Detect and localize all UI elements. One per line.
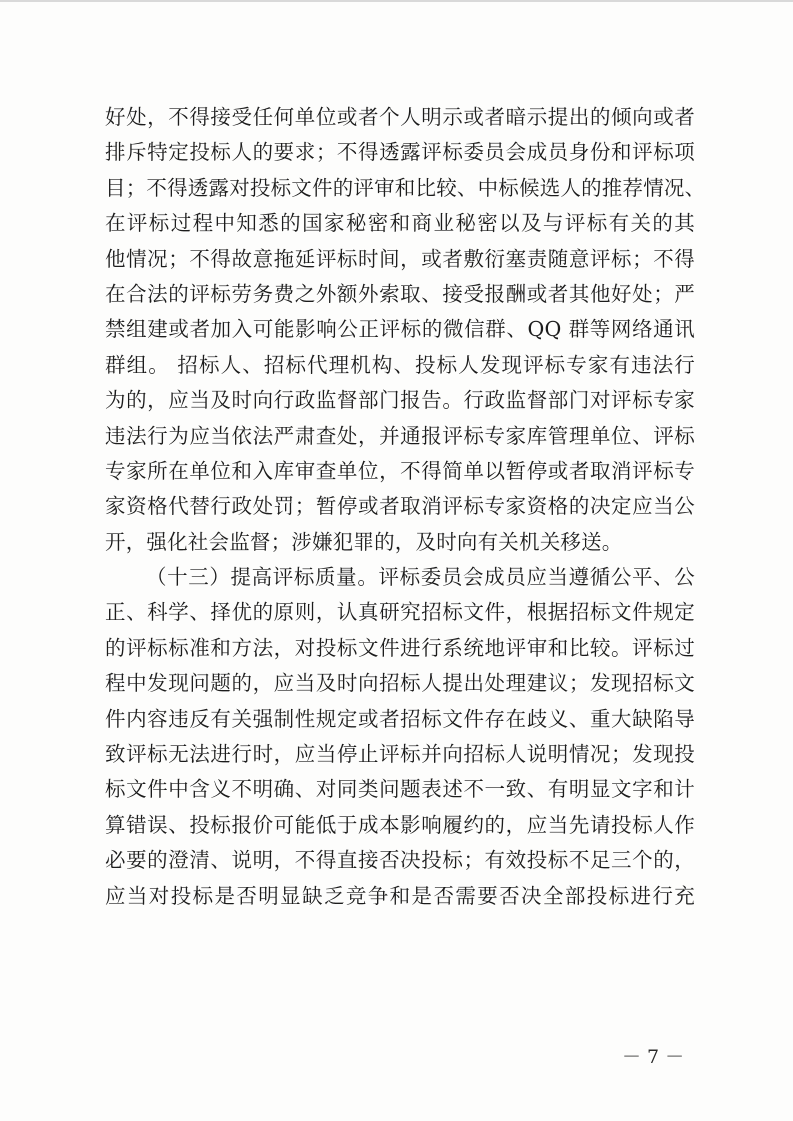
- scan-edge: [0, 0, 793, 2]
- text-line: 为的，应当及时向行政监督部门报告。行政监督部门对评标专家: [105, 388, 695, 413]
- text-line: 标文件中含义不明确、对同类问题表述不一致、有明显文字和计: [105, 777, 695, 802]
- text-line: 在合法的评标劳务费之外额外索取、接受报酬或者其他好处；严: [105, 281, 695, 306]
- body-text: [105, 100, 706, 914]
- text-line: 专家所在单位和入库审查单位，不得简单以暂停或者取消评标专: [105, 458, 695, 483]
- text-line: 违法行为应当依法严肃查处，并通报评标专家库管理单位、评标: [105, 423, 695, 448]
- text-line: 算错误、投标报价可能低于成本影响履约的，应当先请投标人作: [105, 812, 695, 837]
- text-line: 家资格代替行政处罚；暂停或者取消评标专家资格的决定应当公: [105, 494, 695, 519]
- text-line: 应当对投标是否明显缺乏竞争和是否需要否决全部投标进行充: [105, 883, 695, 908]
- text-line: 程中发现问题的，应当及时向招标人提出处理建议；发现招标文: [105, 671, 695, 696]
- text-line: 的评标标准和方法，对投标文件进行系统地评审和比较。评标过: [105, 635, 695, 660]
- text-line: 群组。 招标人、招标代理机构、投标人发现评标专家有违法行: [105, 352, 695, 377]
- text-line: 他情况；不得故意拖延评标时间，或者敷衍塞责随意评标；不得: [105, 246, 695, 271]
- page-number: － 7 －: [622, 1046, 685, 1068]
- text-line: 目；不得透露对投标文件的评审和比较、中标候选人的推荐情况、: [105, 175, 706, 200]
- text-line: 正、科学、择优的原则，认真研究招标文件，根据招标文件规定: [105, 600, 695, 625]
- text-line: 开，强化社会监督；涉嫌犯罪的，及时向有关机关移送。: [105, 529, 623, 554]
- text-line: 排斥特定投标人的要求；不得透露评标委员会成员身份和评标项: [105, 140, 695, 165]
- text-line: 禁组建或者加入可能影响公正评标的微信群、QQ 群等网络通讯: [105, 317, 695, 342]
- text-line: （十三）提高评标质量。评标委员会成员应当遵循公平、公: [146, 565, 695, 590]
- text-line: 在评标过程中知悉的国家秘密和商业秘密以及与评标有关的其: [105, 211, 695, 236]
- text-line: 致评标无法进行时，应当停止评标并向招标人说明情况；发现投: [105, 742, 695, 767]
- text-line: 必要的澄清、说明，不得直接否决投标；有效投标不足三个的，: [105, 848, 695, 873]
- text-line: 好处，不得接受任何单位或者个人明示或者暗示提出的倾向或者: [105, 105, 695, 129]
- text-line: 件内容违反有关强制性规定或者招标文件存在歧义、重大缺陷导: [105, 706, 695, 731]
